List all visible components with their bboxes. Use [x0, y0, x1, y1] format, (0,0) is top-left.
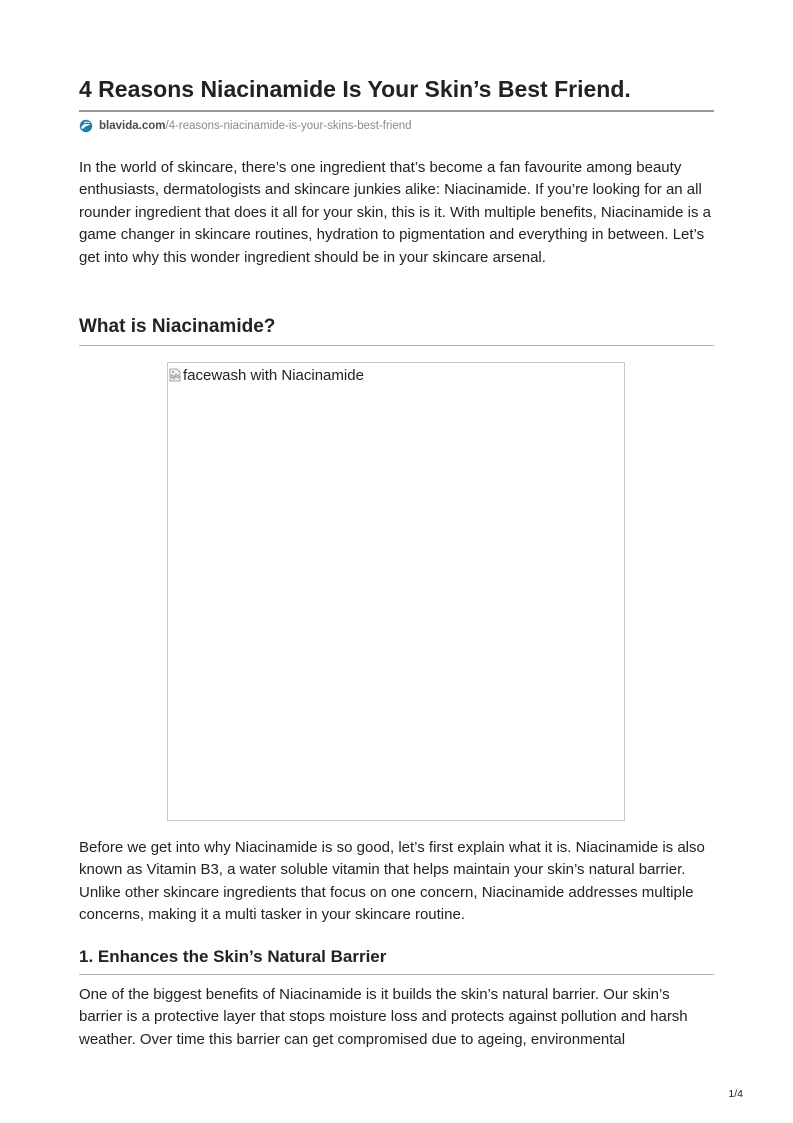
image-alt-label: facewash with Niacinamide — [183, 367, 364, 384]
section2-paragraph: One of the biggest benefits of Niacinamide is it builds the skin’s natural barrier. Our skin’s barrier is a protective layer that stops moisture loss and protects against pollution and harsh weather. Over time this barrier can get compromised due to ageing, environmental — [79, 986, 688, 1048]
section-heading-what-is: What is Niacinamide? — [79, 316, 276, 337]
source-path[interactable]: /4-reasons-niacinamide-is-your-skins-best-friend — [165, 120, 412, 132]
broken-image-icon — [169, 368, 181, 382]
title-divider — [79, 110, 714, 112]
section-divider — [79, 345, 714, 346]
source-link[interactable] — [79, 118, 412, 134]
intro-paragraph: In the world of skincare, there’s one ingredient that’s become a fan favourite among beauty enthusiasts, dermatologists and skincare junkies alike: Niacinamide. If you’re looking for an all rounder ingredient that does it all for your skin, this is it. With multiple benefits, Niacinamide is a game changer in skincare routines, hydration to pigmentation and everything in between. Let’s get into why this wonder ingredient should be in your skincare arsenal. — [79, 159, 711, 266]
page-number: 1/4 — [728, 1088, 743, 1100]
section-heading-barrier: 1. Enhances the Skin’s Natural Barrier — [79, 947, 387, 966]
image-alt-text — [169, 367, 364, 385]
section1-paragraph: Before we get into why Niacinamide is so good, let’s first explain what it is. Niacinamide is also known as Vitamin B3, a water soluble vitamin that helps maintain your skin’s natural barrier. Unlike other skincare ingredients that focus on one concern, Niacinamide addresses multiple concerns, making it a multi tasker in your skincare routine. — [79, 839, 705, 924]
product-image — [167, 362, 625, 821]
article-title: 4 Reasons Niacinamide Is Your Skin’s Best Friend. — [79, 76, 631, 102]
section-divider — [79, 974, 714, 975]
site-favicon-icon — [79, 119, 93, 133]
source-domain[interactable]: blavida.com — [99, 120, 166, 132]
